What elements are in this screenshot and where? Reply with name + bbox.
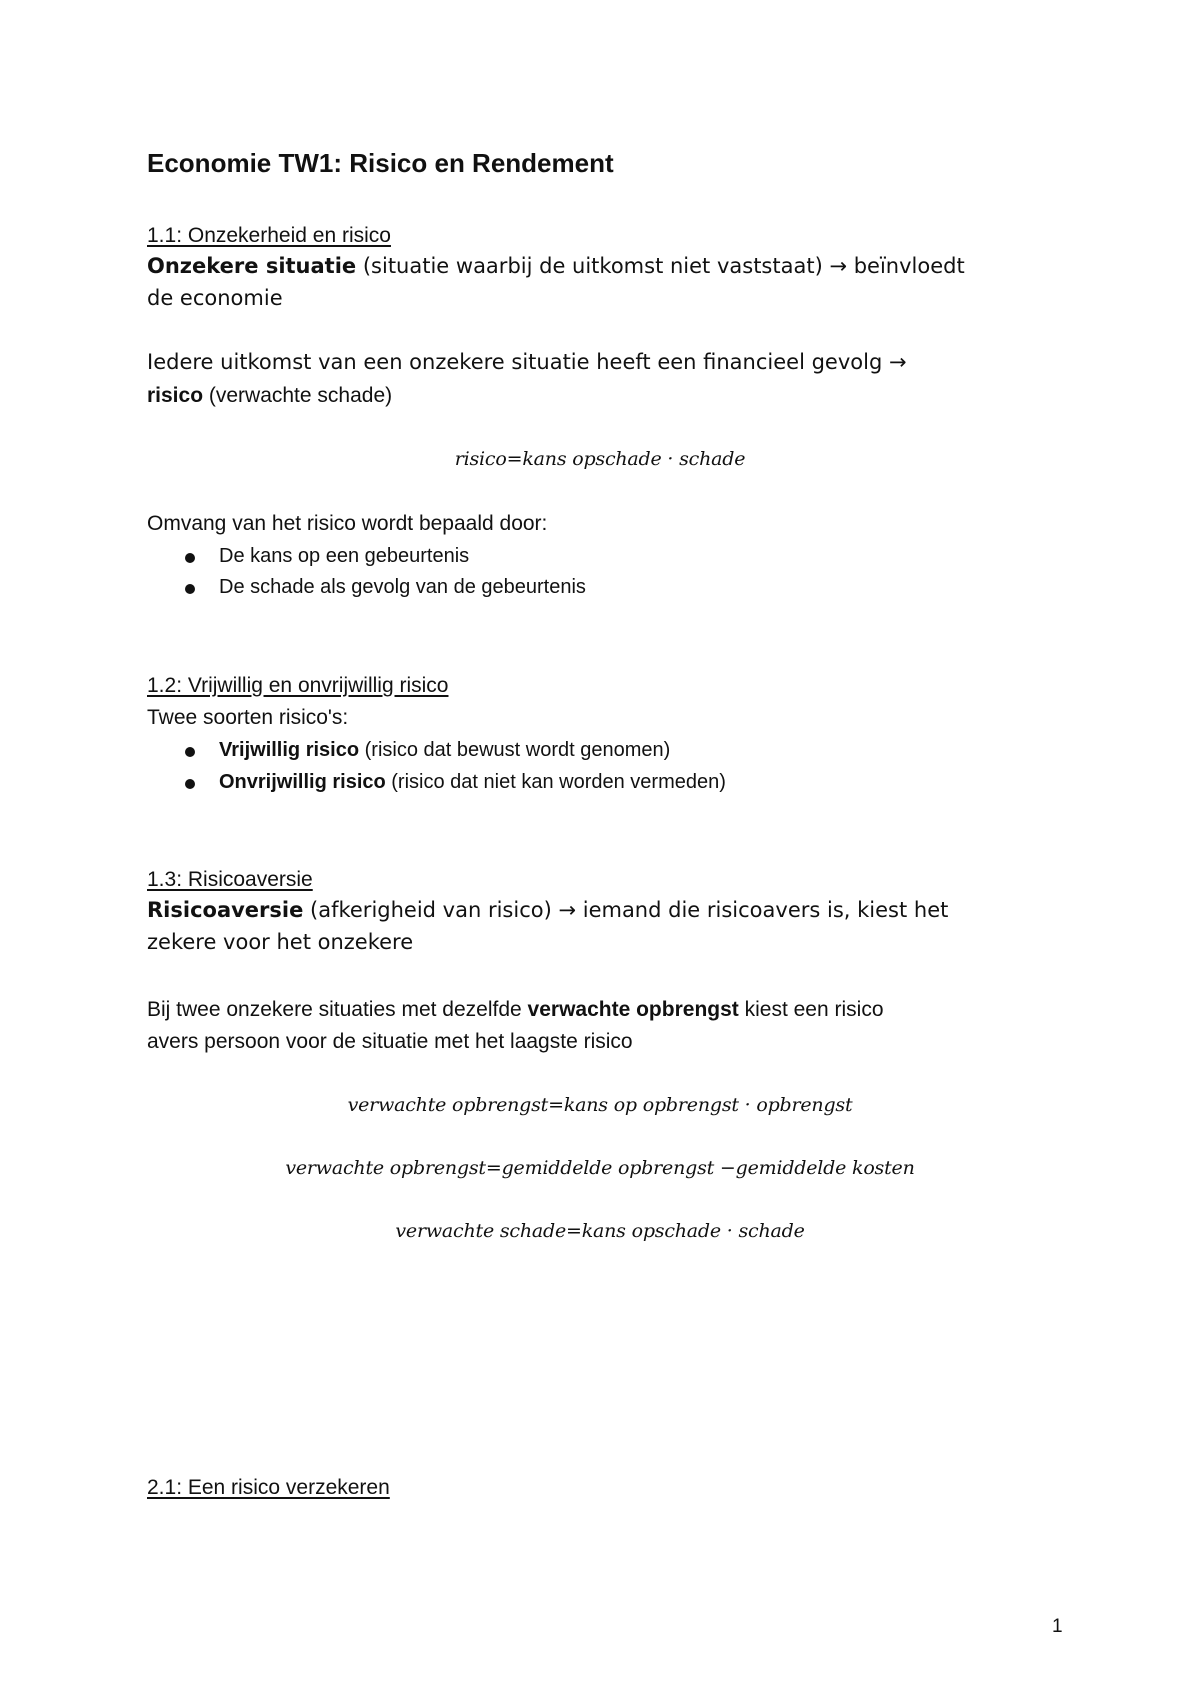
list-item-text: De kans op een gebeurtenis	[219, 545, 470, 567]
list-item	[147, 739, 947, 765]
term-vrijwillig-risico: Vrijwillig risico	[219, 739, 360, 761]
list-item-desc: (risico dat bewust wordt genomen)	[359, 739, 671, 761]
formula-risico: risico=kans opschade · schade	[454, 448, 746, 470]
paragraph-risicoaversie	[147, 898, 948, 922]
paragraph-risico-definition	[147, 384, 392, 408]
term-risico: risico	[147, 384, 204, 407]
paragraph-onzekere-situatie	[147, 254, 965, 278]
section-heading-1-2: 1.2: Vrijwillig en onvrijwillig risico	[147, 674, 449, 697]
term-verwachte-opbrengst: verwachte opbrengst	[527, 998, 739, 1021]
list-item	[147, 545, 747, 571]
paragraph-text: (verwachte schade)	[203, 384, 393, 407]
section-heading-1-3: 1.3: Risicoaversie	[147, 868, 313, 891]
term-risicoaversie: Risicoaversie	[147, 898, 304, 922]
list-item	[147, 771, 947, 797]
paragraph-line-2: avers persoon voor de situatie met het laagste risico	[147, 1030, 633, 1053]
term-onzekere-situatie: Onzekere situatie	[147, 254, 357, 278]
document-title: Economie TW1: Risico en Rendement	[147, 148, 614, 178]
paragraph-text: (situatie waarbij de uitkomst niet vaststaat) → beïnvloedt	[356, 254, 965, 278]
list-item-text	[219, 771, 726, 794]
paragraph-text: Bij twee onzekere situaties met dezelfde	[147, 998, 528, 1021]
term-onvrijwillig-risico: Onvrijwillig risico	[219, 771, 386, 793]
formula-verwachte-opbrengst-2: verwachte opbrengst=gemiddelde opbrengst −gemiddelde kosten	[285, 1157, 915, 1179]
bullet-icon	[185, 747, 195, 757]
paragraph-text: (afkerigheid van risico) → iemand die risicoavers is, kiest het	[303, 898, 949, 922]
section-heading-1-1: 1.1: Onzekerheid en risico	[147, 224, 391, 247]
paragraph-twee-soorten: Twee soorten risico's:	[147, 706, 349, 729]
list-item	[147, 576, 847, 602]
list-item-text: De schade als gevolg van de gebeurtenis	[219, 576, 586, 598]
page-number: 1	[1052, 1616, 1063, 1637]
paragraph-iedere-uitkomst: Iedere uitkomst van een onzekere situatie heeft een financieel gevolg →	[147, 350, 907, 374]
paragraph-line-2: de economie	[147, 286, 283, 310]
list-item-desc: (risico dat niet kan worden vermeden)	[385, 771, 726, 793]
bullet-icon	[185, 584, 195, 594]
section-heading-2-1: 2.1: Een risico verzekeren	[147, 1476, 390, 1499]
paragraph-line-2: zekere voor het onzekere	[147, 930, 414, 954]
formula-verwachte-schade: verwachte schade=kans opschade · schade	[395, 1220, 805, 1242]
paragraph-bij-twee	[147, 998, 884, 1022]
bullet-icon	[185, 553, 195, 563]
formula-verwachte-opbrengst-1: verwachte opbrengst=kans op opbrengst · opbrengst	[347, 1094, 853, 1116]
paragraph-omvang: Omvang van het risico wordt bepaald door:	[147, 512, 548, 535]
list-item-text	[219, 739, 670, 762]
paragraph-text: kiest een risico	[738, 998, 884, 1021]
bullet-icon	[185, 779, 195, 789]
